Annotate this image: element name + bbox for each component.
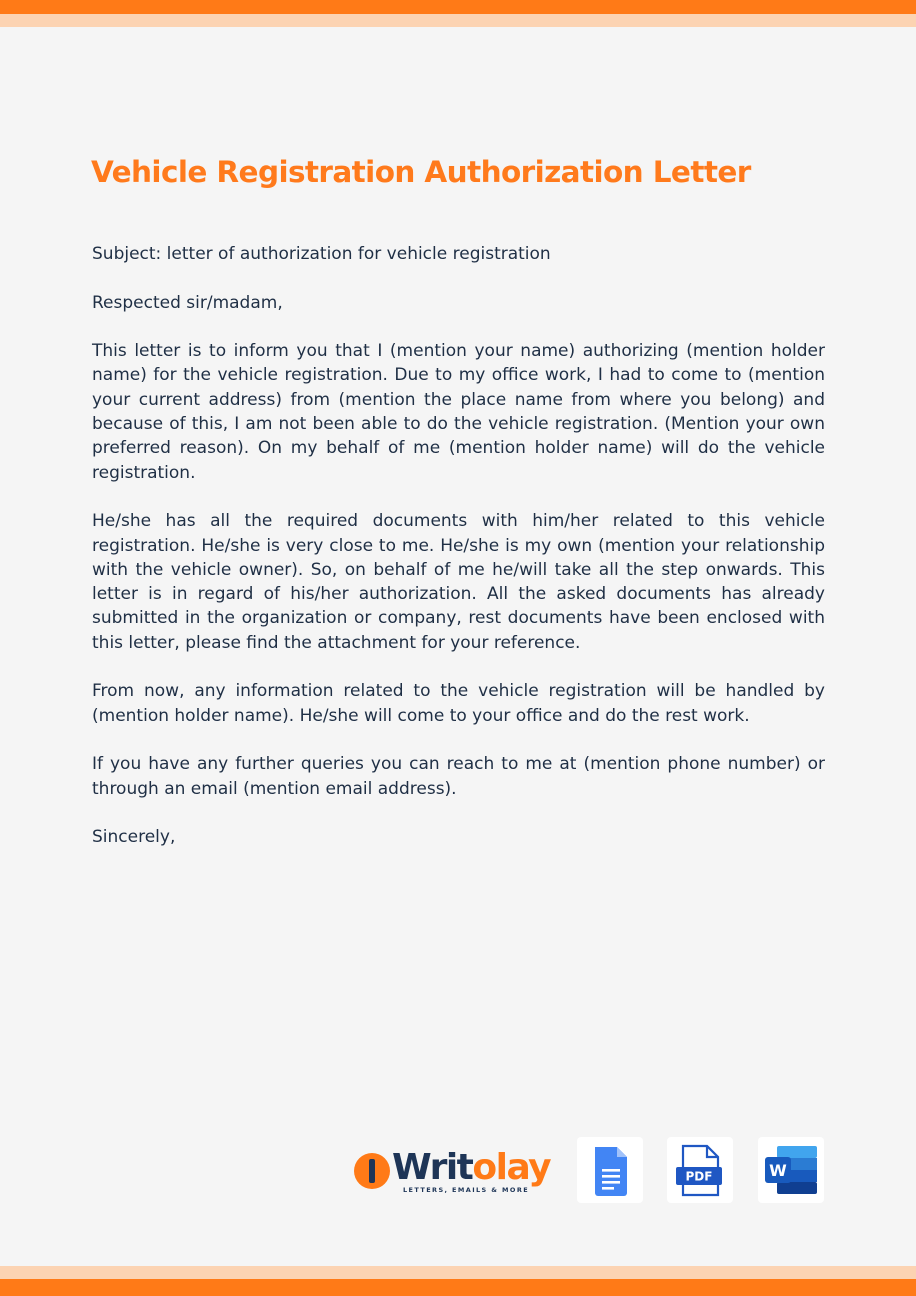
word-download-button[interactable]: [758, 1137, 824, 1203]
letter-paragraph-2: He/she has all the required documents with him/her related to this vehicle registration. He/she is very close to me. He/she is my own (mention your relationship with the vehicle owner). So, on behalf of me he/will take all the step onwards. This letter is in regard of his/her authorization. All the asked documents has already submitted in the organization or company, rest documents have been enclosed with this letter, please find the attachment for your reference.: [92, 511, 825, 653]
letter-paragraph-1: This letter is to inform you that I (mention your name) authorizing (mention holder name) for the vehicle registration. Due to my office work, I had to come to (mention your current address) from (mention the place name from where you belong) and because of this, I am not been able to do the vehicle registration. (Mention your own preferred reason). On my behalf of me (mention holder name) will do the vehicle registration.: [92, 341, 825, 483]
svg-text:W: W: [769, 1161, 787, 1180]
logo-wordmark: Writolay: [392, 1147, 551, 1188]
bottom-band-light: [0, 1266, 916, 1279]
letter-subject: Subject: letter of authorization for vehicle registration: [92, 244, 551, 264]
svg-text:PDF: PDF: [685, 1169, 713, 1184]
logo-tagline: LETTERS, EMAILS & MORE: [403, 1186, 530, 1194]
pen-icon: [354, 1153, 390, 1189]
letter-paragraph-3: From now, any information related to the vehicle registration will be handled by (mention holder name). He/she will come to your office and do the rest work.: [92, 681, 825, 726]
letter-body: [92, 242, 825, 874]
top-band-light: [0, 14, 916, 27]
pdf-download-button[interactable]: [667, 1137, 733, 1203]
word-icon: [758, 1137, 824, 1203]
pdf-file-icon: [667, 1137, 733, 1203]
letter-salutation: Respected sir/madam,: [92, 292, 283, 313]
letter-paragraph-4: If you have any further queries you can reach to me at (mention phone number) or through an email (mention email address).: [92, 754, 825, 799]
letter-title: Vehicle Registration Authorization Letter: [91, 155, 751, 189]
google-docs-icon: [577, 1137, 643, 1203]
writolay-logo[interactable]: [354, 1147, 551, 1195]
top-band-dark: [0, 0, 916, 14]
google-docs-download-button[interactable]: [577, 1137, 643, 1203]
bottom-band-dark: [0, 1279, 916, 1296]
letter-closing: Sincerely,: [92, 827, 176, 848]
